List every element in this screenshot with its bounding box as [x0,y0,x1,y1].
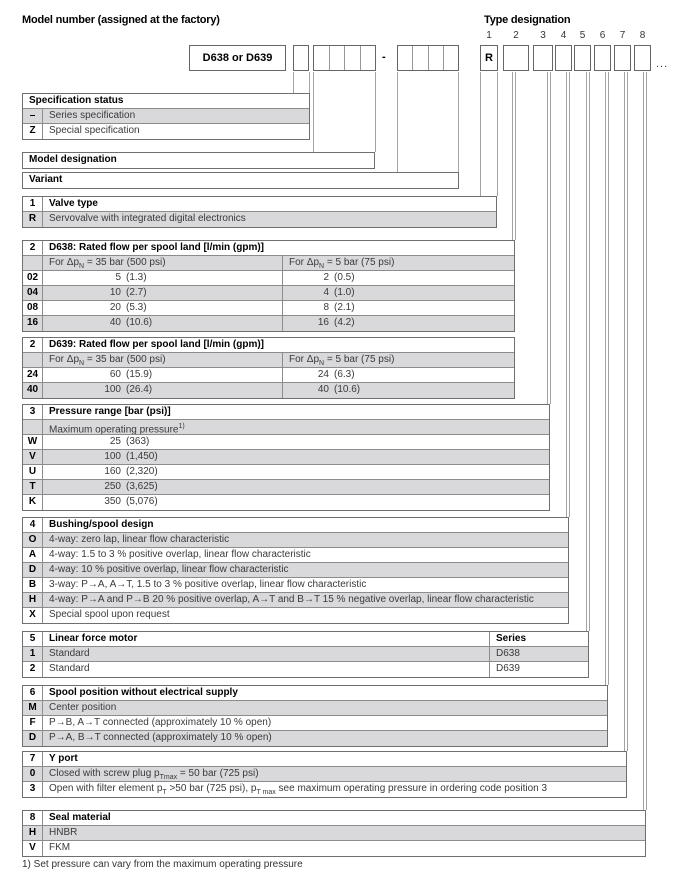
column-header-row [23,353,514,368]
type-box-1: R [480,45,498,71]
position-number-1: 1 [486,30,492,41]
table-row: H 4-way: P→A and P→B 20 % positive overlap, A→T and B→T 15 % negative overlap, linear flow characteristic [23,593,568,608]
section-flow-d639 [22,337,515,399]
table-row: V FKM [23,841,645,856]
model-number-heading: Model number (assigned at the factory) [22,14,220,26]
table-row: K 350 (5,076) [23,495,549,510]
section-model-designation [22,152,375,169]
col-header-35bar: For $\Delta p_N = 35$ bar (500 psi) [43,256,283,270]
section-title-row: 4 Bushing/spool design [23,518,568,533]
row-code: R [23,212,43,227]
type-box-2 [503,45,529,71]
section-spool-position [22,685,608,747]
leader-section-2 [512,72,516,240]
digit-cell [330,46,346,70]
table-row: 0 Closed with screw plug $p_{Tmax} = 50$ bar (725 psi) [23,767,626,782]
section-y-port [22,751,627,798]
model-designation-boxes [313,45,376,71]
column-header-row [23,256,514,271]
footnote: 1) Set pressure can vary from the maximum operating pressure [22,859,303,870]
type-box-3 [533,45,553,71]
leader-section-7 [624,72,628,751]
section-seal-material [22,810,646,857]
table-row [23,212,496,227]
digit-cell [345,46,361,70]
type-box-6 [594,45,611,71]
table-row: X Special spool upon request [23,608,568,623]
variant-boxes [397,45,459,71]
leader-spec-status [293,72,310,93]
col-header-5bar: For $\Delta p_N = 5$ bar (75 psi) [289,354,395,367]
type-box-7 [614,45,631,71]
table-row: O 4-way: zero lap, linear flow characteristic [23,533,568,548]
series-column-header: Series [489,632,588,646]
series-value: D639 [489,662,588,677]
section-title-row: 5 Linear force motor Series [23,632,588,647]
section-variant [22,172,459,189]
leader-variant [397,72,459,172]
table-row: 02 5 (1.3) 2 (0.5) [23,271,514,286]
digit-cell [413,46,428,70]
dash-separator: - [382,51,386,63]
table-row: 1 Standard D638 [23,647,588,662]
section-valve-type [22,196,497,228]
table-row: H HNBR [23,826,645,841]
digit-cell [314,46,330,70]
digit-cell [429,46,444,70]
model-box: D638 or D639 [189,45,286,71]
table-row [23,109,309,124]
col-header-35bar: For $\Delta p_N = 35$ bar (500 psi) [43,353,283,367]
digit-cell [444,46,458,70]
table-row: U 160 (2,320) [23,465,549,480]
section-force-motor [22,631,589,678]
type-box-8 [634,45,651,71]
position-number-4: 4 [560,30,567,41]
leader-section-1 [480,72,498,196]
position-number-2: 2 [513,30,519,41]
spec-status-box [293,45,309,71]
position-number-5: 5 [579,30,586,41]
section-title-row: 8 Seal material [23,811,645,826]
table-row [23,124,309,139]
leader-model-designation [313,72,376,152]
section-title-row: Model designation [23,153,374,168]
table-row: M Center position [23,701,607,716]
section-title-row: 7 Y port [23,752,626,767]
section-title-row: 2 D639: Rated flow per spool land [l/min (gpm)] [23,338,514,353]
section-specification-status [22,93,310,140]
series-value: D638 [489,647,588,661]
section-title-row: 6 Spool position without electrical supply [23,686,607,701]
table-row: 04 10 (2.7) 4 (1.0) [23,286,514,301]
digit-cell [398,46,413,70]
ellipsis: ... [656,58,669,70]
section-title-row: 3 Pressure range [bar (psi)] [23,405,549,420]
table-row: 08 20 (5.3) 8 (2.1) [23,301,514,316]
table-row: W 25 (363) [23,435,549,450]
leader-section-5 [586,72,590,631]
section-title-row: Variant [23,173,458,188]
pressure-subheader: Maximum operating pressure$^{1)}$ [49,423,185,435]
leader-section-3 [547,72,551,404]
section-pressure-range [22,404,550,511]
position-number-3: 3 [540,30,546,41]
position-number-6: 6 [599,30,606,41]
table-row: T 250 (3,625) [23,480,549,495]
row-label: Special specification [49,125,140,136]
section-title-row: 2 D638: Rated flow per spool land [l/min (gpm)] [23,241,514,256]
section-title-row: Specification status [23,94,309,109]
position-number-8: 8 [639,30,646,41]
table-row: 24 60 (15.9) 24 (6.3) [23,368,514,383]
digit-cell [361,46,376,70]
row-code: Z [23,124,43,139]
col-header-5bar: For $\Delta p_N = 5$ bar (75 psi) [289,257,395,270]
table-row: D P→A, B→T connected (approximately 10 % open) [23,731,607,746]
table-row: 16 40 (10.6) 16 (4.2) [23,316,514,331]
section-title-row: 1 Valve type [23,197,496,212]
section-bushing-spool [22,517,569,624]
column-header-row [23,420,549,435]
table-row: 40 100 (26.4) 40 (10.6) [23,383,514,398]
type-designation-heading: Type designation [484,14,571,26]
leader-section-8 [643,72,647,810]
type-box-4 [555,45,572,71]
position-number-7: 7 [619,30,626,41]
row-label: Series specification [49,110,136,121]
table-row: D 4-way: 10 % positive overlap, linear flow characteristic [23,563,568,578]
section-flow-d638 [22,240,515,332]
table-row: F P→B, A→T connected (approximately 10 % open) [23,716,607,731]
row-code: – [23,109,43,123]
leader-section-4 [566,72,570,517]
table-row: V 100 (1,450) [23,450,549,465]
type-box-5 [574,45,591,71]
leader-section-6 [605,72,609,685]
table-row: 2 Standard D639 [23,662,588,677]
table-row: B 3-way: P→A, A→T, 1.5 to 3 % positive overlap, linear flow characteristic [23,578,568,593]
row-label: Servovalve with integrated digital electronics [49,213,246,224]
table-row: 3 Open with filter element $p_T >50$ bar (725 psi), $p_{T max}$ see maximum operating pressure in ordering code position 3 [23,782,626,797]
table-row: A 4-way: 1.5 to 3 % positive overlap, linear flow characteristic [23,548,568,563]
